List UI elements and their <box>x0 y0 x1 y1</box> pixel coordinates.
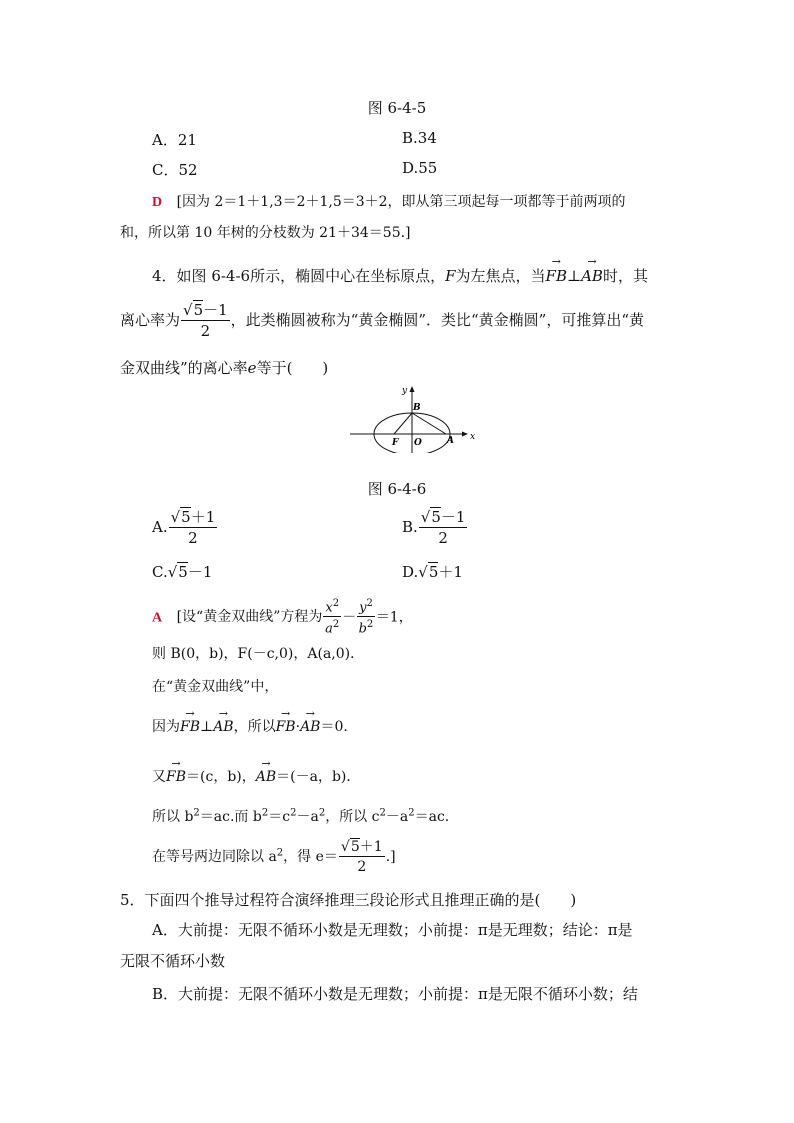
option-c: C．52 <box>152 161 198 179</box>
y-axis-arrow <box>410 386 415 392</box>
label-F: F <box>392 438 399 448</box>
q4-option-d: D.√5＋1 <box>402 563 463 581</box>
q4-solution-line7: 在等号两边同除以 $a^2$，得 e＝ $\frac{√5+1}{2}$ .] <box>152 839 396 875</box>
fraction-x2-a2: $\frac{x^2}{a^2}$ <box>325 598 340 637</box>
label-B: B <box>413 403 421 413</box>
q4-solution-line5: 又→ FB＝(c，b)，→ AB＝(－a，b)． <box>152 766 360 786</box>
stem-text: 时，其 <box>602 267 648 285</box>
q5-stem: 5．下面四个推导过程符合演绎推理三段论形式且推理正确的是( ) <box>120 891 577 909</box>
q4-option-a: A. $\frac{√5+1}{2}$ <box>152 508 216 547</box>
fraction-y2-b2: $\frac{y^2}{b^2}$ <box>358 598 374 637</box>
var-e: e <box>247 359 257 377</box>
answer-letter: D <box>152 195 163 210</box>
stem-text: ，此类椭圆被称为“黄金椭圆”．类比“黄金椭圆”，可推算出“黄 <box>230 311 645 329</box>
ellipse-figure <box>350 383 480 453</box>
q4-solution-line3: 在“黄金双曲线”中， <box>152 679 279 695</box>
x-axis-arrow <box>462 432 468 437</box>
option-b: B.34 <box>402 129 437 147</box>
q4-solution-line6: 所以 $b^2=ac$.而 $b^2=c^2-a^2$，所以 $c^2-a^2=ac$. <box>152 807 450 825</box>
vector-FB: → FB <box>546 267 567 285</box>
stem-text: 离心率为 <box>120 311 181 329</box>
solution-text: [因为 2＝1＋1,3＝2＋1,5＝3＋2，即从第三项起每一项都等于前两项的 <box>176 194 626 210</box>
option-d: D.55 <box>402 159 438 177</box>
label-A: A <box>447 436 454 446</box>
q4-option-c: C.√5－1 <box>152 563 213 581</box>
q3-solution-line2: 和，所以第 10 年树的分枝数为 21＋34＝55.] <box>120 225 411 241</box>
q5-option-a-line2: 无限不循环小数 <box>120 952 226 970</box>
q5-option-a-line1: A．大前提：无限不循环小数是无理数；小前提：π是无理数；结论：π是 <box>152 921 633 939</box>
q4-solution-line4: 因为→ FB⊥→ AB，所以→ FB·→ AB＝0. <box>152 716 348 736</box>
label-x: x <box>470 432 476 442</box>
q4-stem-line3 <box>120 357 328 378</box>
option-a: A．21 <box>152 131 197 149</box>
q4-solution-line1: A [设“黄金双曲线”方程为 $\frac{x^2}{a^2}$ － $\frac{y^2}{b^2}$ ＝1， <box>152 598 413 637</box>
label-y: y <box>402 386 408 396</box>
q3-solution-line1 <box>152 191 626 211</box>
question-number: 4． <box>152 267 177 285</box>
golden-ratio-fraction: $\frac{√5-1}{2}$ <box>183 301 228 340</box>
fraction-answer: $\frac{√5+1}{2}$ <box>340 839 383 875</box>
vector-AB: → AB <box>581 267 603 285</box>
figure-caption-6-4-6: 图 6-4-6 <box>367 480 427 498</box>
segment-BA <box>412 413 446 434</box>
answer-letter: A <box>152 610 163 626</box>
stem-text: 为左焦点，当 <box>455 267 546 285</box>
q4-stem-line1 <box>152 265 648 286</box>
stem-text: 等于( ) <box>256 359 329 377</box>
stem-text: 如图 6-4-6所示，椭圆中心在坐标原点， <box>176 267 446 285</box>
var-F: F <box>445 267 456 285</box>
segment-FB <box>394 413 412 434</box>
label-O: O <box>414 438 422 448</box>
q4-stem-line2 <box>120 303 644 339</box>
q4-solution-line2: 则 B(0，b)，F(－c,0)，A(a,0)． <box>152 646 365 662</box>
q5-option-b-line1: B．大前提：无限不循环小数是无理数；小前提：π是无限不循环小数；结 <box>152 985 638 1003</box>
q4-option-b: B. $\frac{√5-1}{2}$ <box>402 508 466 547</box>
figure-caption-6-4-5: 图 6-4-5 <box>367 99 427 117</box>
perp-symbol: ⊥ <box>566 267 582 285</box>
stem-text: 金双曲线”的离心率 <box>120 359 248 377</box>
